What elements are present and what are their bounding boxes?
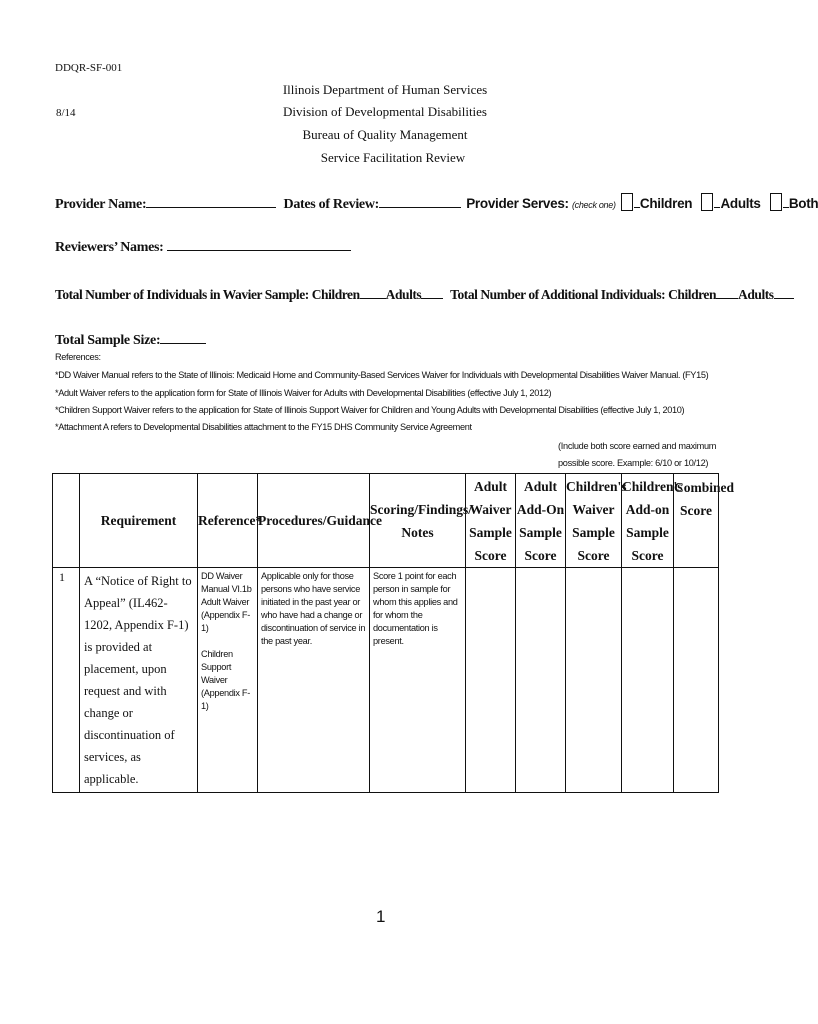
row-requirement: A “Notice of Right to Appeal” (IL462-1202, Appendix F-1) is provided at placement, upon request and with change or discontinuation of services, as applicable. (80, 568, 198, 793)
row-reference-b: Children Support Waiver (Appendix F-1) (201, 649, 250, 711)
both-checkbox[interactable] (770, 193, 782, 211)
provider-serves-label: Provider Serves: (466, 196, 569, 211)
sample-adults-label: Adults (385, 287, 422, 302)
row-adult-waiver-score[interactable] (466, 568, 516, 793)
header-childrens-addon: Children's Add-on Sample Score (622, 474, 674, 568)
row-adult-addon-score[interactable] (516, 568, 566, 793)
table-row (53, 568, 719, 793)
reference-item: *Attachment A refers to Developmental Disabilities attachment to the FY15 DHS Community Service Agreement (55, 422, 472, 432)
sample-children-field[interactable] (360, 298, 386, 299)
additional-adults-field[interactable] (774, 298, 794, 299)
row-reference-a: DD Waiver Manual VI.1b Adult Waiver (Appendix F-1) (201, 571, 252, 633)
header-number (53, 474, 80, 568)
reference-item: *Adult Waiver refers to the application form for State of Illinois Waiver for Adults with Developmental Disabilities (effective July 1, 2012) (55, 388, 552, 398)
sample-children-label: Total Number of Individuals in Wavier Sample: Children (55, 287, 360, 302)
adults-option-label: Adults (720, 196, 761, 211)
check-one-hint: (check one) (571, 200, 616, 210)
sample-size-row (55, 333, 206, 349)
header-bureau: Bureau of Quality Management (302, 127, 468, 142)
form-date: 8/14 (56, 107, 76, 119)
header-combined: Combined Score (674, 474, 719, 568)
reviewers-row (55, 240, 351, 256)
reference-item: *DD Waiver Manual refers to the State of Illinois: Medicaid Home and Community-Based Services Waiver for Individuals with Developmental Disabilities Waiver Manual. (FY15) (55, 370, 709, 380)
header-review-title: Service Facilitation Review (320, 150, 466, 165)
references-title: References: (55, 352, 101, 362)
header-division: Division of Developmental Disabilities (283, 104, 487, 119)
adults-checkbox[interactable] (701, 193, 713, 211)
reviewers-names-field[interactable] (167, 250, 351, 251)
row-reference (198, 568, 258, 793)
reviewers-names-label: Reviewers’ Names: (55, 240, 164, 255)
dates-of-review-field[interactable] (379, 207, 461, 208)
header-childrens-waiver: Children's Waiver Sample Score (566, 474, 622, 568)
table-header-row (53, 474, 719, 568)
additional-adults-label: Adults (738, 287, 774, 302)
row-number: 1 (53, 568, 80, 793)
reference-item: *Children Support Waiver refers to the application for State of Illinois Support Waiver for Children and Young Adults with Developmental Disabilities (effective July 1, 2010) (55, 405, 685, 415)
total-sample-size-field[interactable] (160, 343, 206, 344)
header-procedures: Procedures/Guidance (258, 474, 370, 568)
additional-children-field[interactable] (716, 298, 738, 299)
row-scoring: Score 1 point for each person in sample for whom this applies and for whom the documentation is present. (370, 568, 466, 793)
score-note-line2: possible score. Example: 6/10 or 10/12) (558, 458, 709, 468)
provider-row (55, 193, 818, 213)
dates-of-review-label: Dates of Review: (283, 197, 380, 212)
row-childrens-addon-score[interactable] (622, 568, 674, 793)
requirements-table (52, 473, 735, 793)
total-sample-size-label: Total Sample Size: (55, 333, 161, 348)
score-note-line1: (Include both score earned and maximum (558, 441, 717, 451)
sample-adults-field[interactable] (421, 298, 443, 299)
header-scoring: Scoring/Findings/ Notes (370, 474, 466, 568)
provider-name-field[interactable] (146, 207, 276, 208)
provider-name-label: Provider Name: (55, 197, 147, 212)
children-option-label: Children (639, 196, 693, 211)
row-childrens-waiver-score[interactable] (566, 568, 622, 793)
totals-row (55, 287, 794, 303)
header-reference: Reference* (198, 474, 258, 568)
header-requirement: Requirement (80, 474, 198, 568)
row-combined-score[interactable] (674, 568, 719, 793)
both-option-label: Both (788, 196, 818, 211)
page-number: 1 (376, 907, 386, 926)
form-code: DDQR-SF-001 (55, 62, 123, 74)
header-adult-addon: Adult Add-On Sample Score (516, 474, 566, 568)
header-adult-waiver: Adult Waiver Sample Score (466, 474, 516, 568)
header-department: Illinois Department of Human Services (282, 82, 488, 97)
additional-children-label: Total Number of Additional Individuals: Children (450, 287, 717, 302)
children-checkbox[interactable] (621, 193, 633, 211)
row-procedures: Applicable only for those persons who have service initiated in the past year or who have had a change or discontinuation of service in the past year. (258, 568, 370, 793)
